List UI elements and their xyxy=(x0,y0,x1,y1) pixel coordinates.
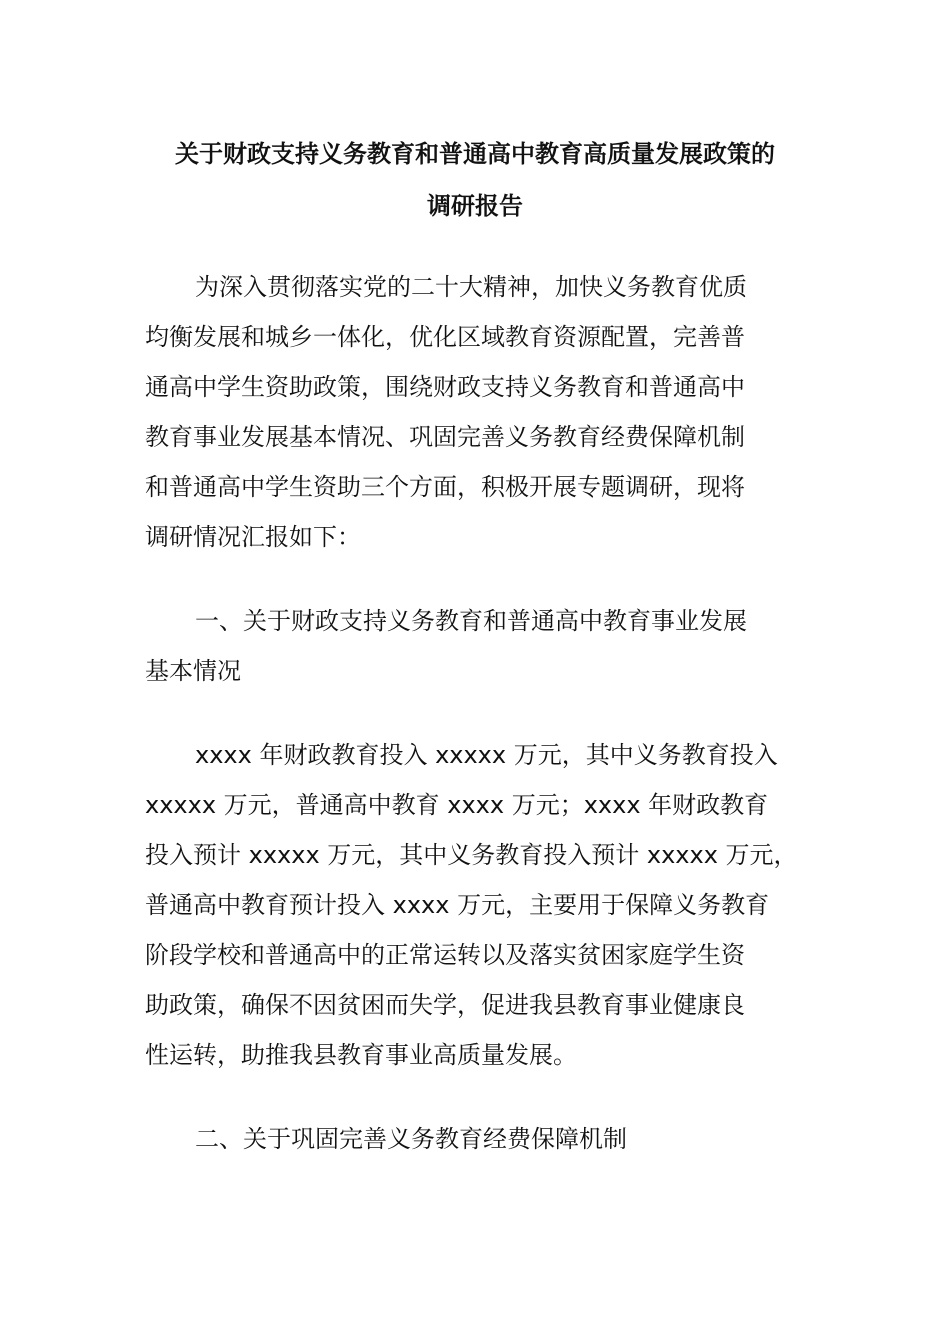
paragraph-line: 性运转，助推我县教育事业高质量发展。 xyxy=(145,1041,577,1069)
paragraph-line: 均衡发展和城乡一体化，优化区域教育资源配置，完善普 xyxy=(145,323,745,351)
heading-line: 一、关于财政支持义务教育和普通高中教育事业发展 xyxy=(195,607,747,635)
paragraph-line: 教育事业发展基本情况、巩固完善义务教育经费保障机制 xyxy=(145,423,745,451)
paragraph-line: xxxxx 万元，普通高中教育 xxxx 万元；xxxx 年财政教育 xyxy=(145,791,769,819)
paragraph-line: 助政策，确保不因贫困而失学，促进我县教育事业健康良 xyxy=(145,991,745,1019)
paragraph-line: 普通高中教育预计投入 xxxx 万元，主要用于保障义务教育 xyxy=(145,891,770,919)
section-1-heading xyxy=(145,596,825,696)
paragraph-line: 阶段学校和普通高中的正常运转以及落实贫困家庭学生资 xyxy=(145,941,745,969)
intro-paragraph xyxy=(145,262,825,562)
section-1-body xyxy=(145,730,825,1080)
title-line: 调研报告 xyxy=(427,192,523,220)
paragraph-line: 调研情况汇报如下： xyxy=(145,523,361,551)
title-line: 关于财政支持义务教育和普通高中教育高质量发展政策的 xyxy=(175,140,775,168)
section-2-heading xyxy=(145,1114,825,1164)
paragraph-line: 和普通高中学生资助三个方面，积极开展专题调研，现将 xyxy=(145,473,745,501)
heading-line: 二、关于巩固完善义务教育经费保障机制 xyxy=(195,1125,627,1153)
paragraph-line: 通高中学生资助政策，围绕财政支持义务教育和普通高中 xyxy=(145,373,745,401)
paragraph-line: 投入预计 xxxxx 万元，其中义务教育投入预计 xxxxx 万元， xyxy=(145,841,798,869)
paragraph-line: 为深入贯彻落实党的二十大精神，加快义务教育优质 xyxy=(195,273,747,301)
paragraph-line: xxxx 年财政教育投入 xxxxx 万元，其中义务教育投入 xyxy=(195,741,778,769)
document-title xyxy=(145,128,805,232)
heading-line: 基本情况 xyxy=(145,657,241,685)
